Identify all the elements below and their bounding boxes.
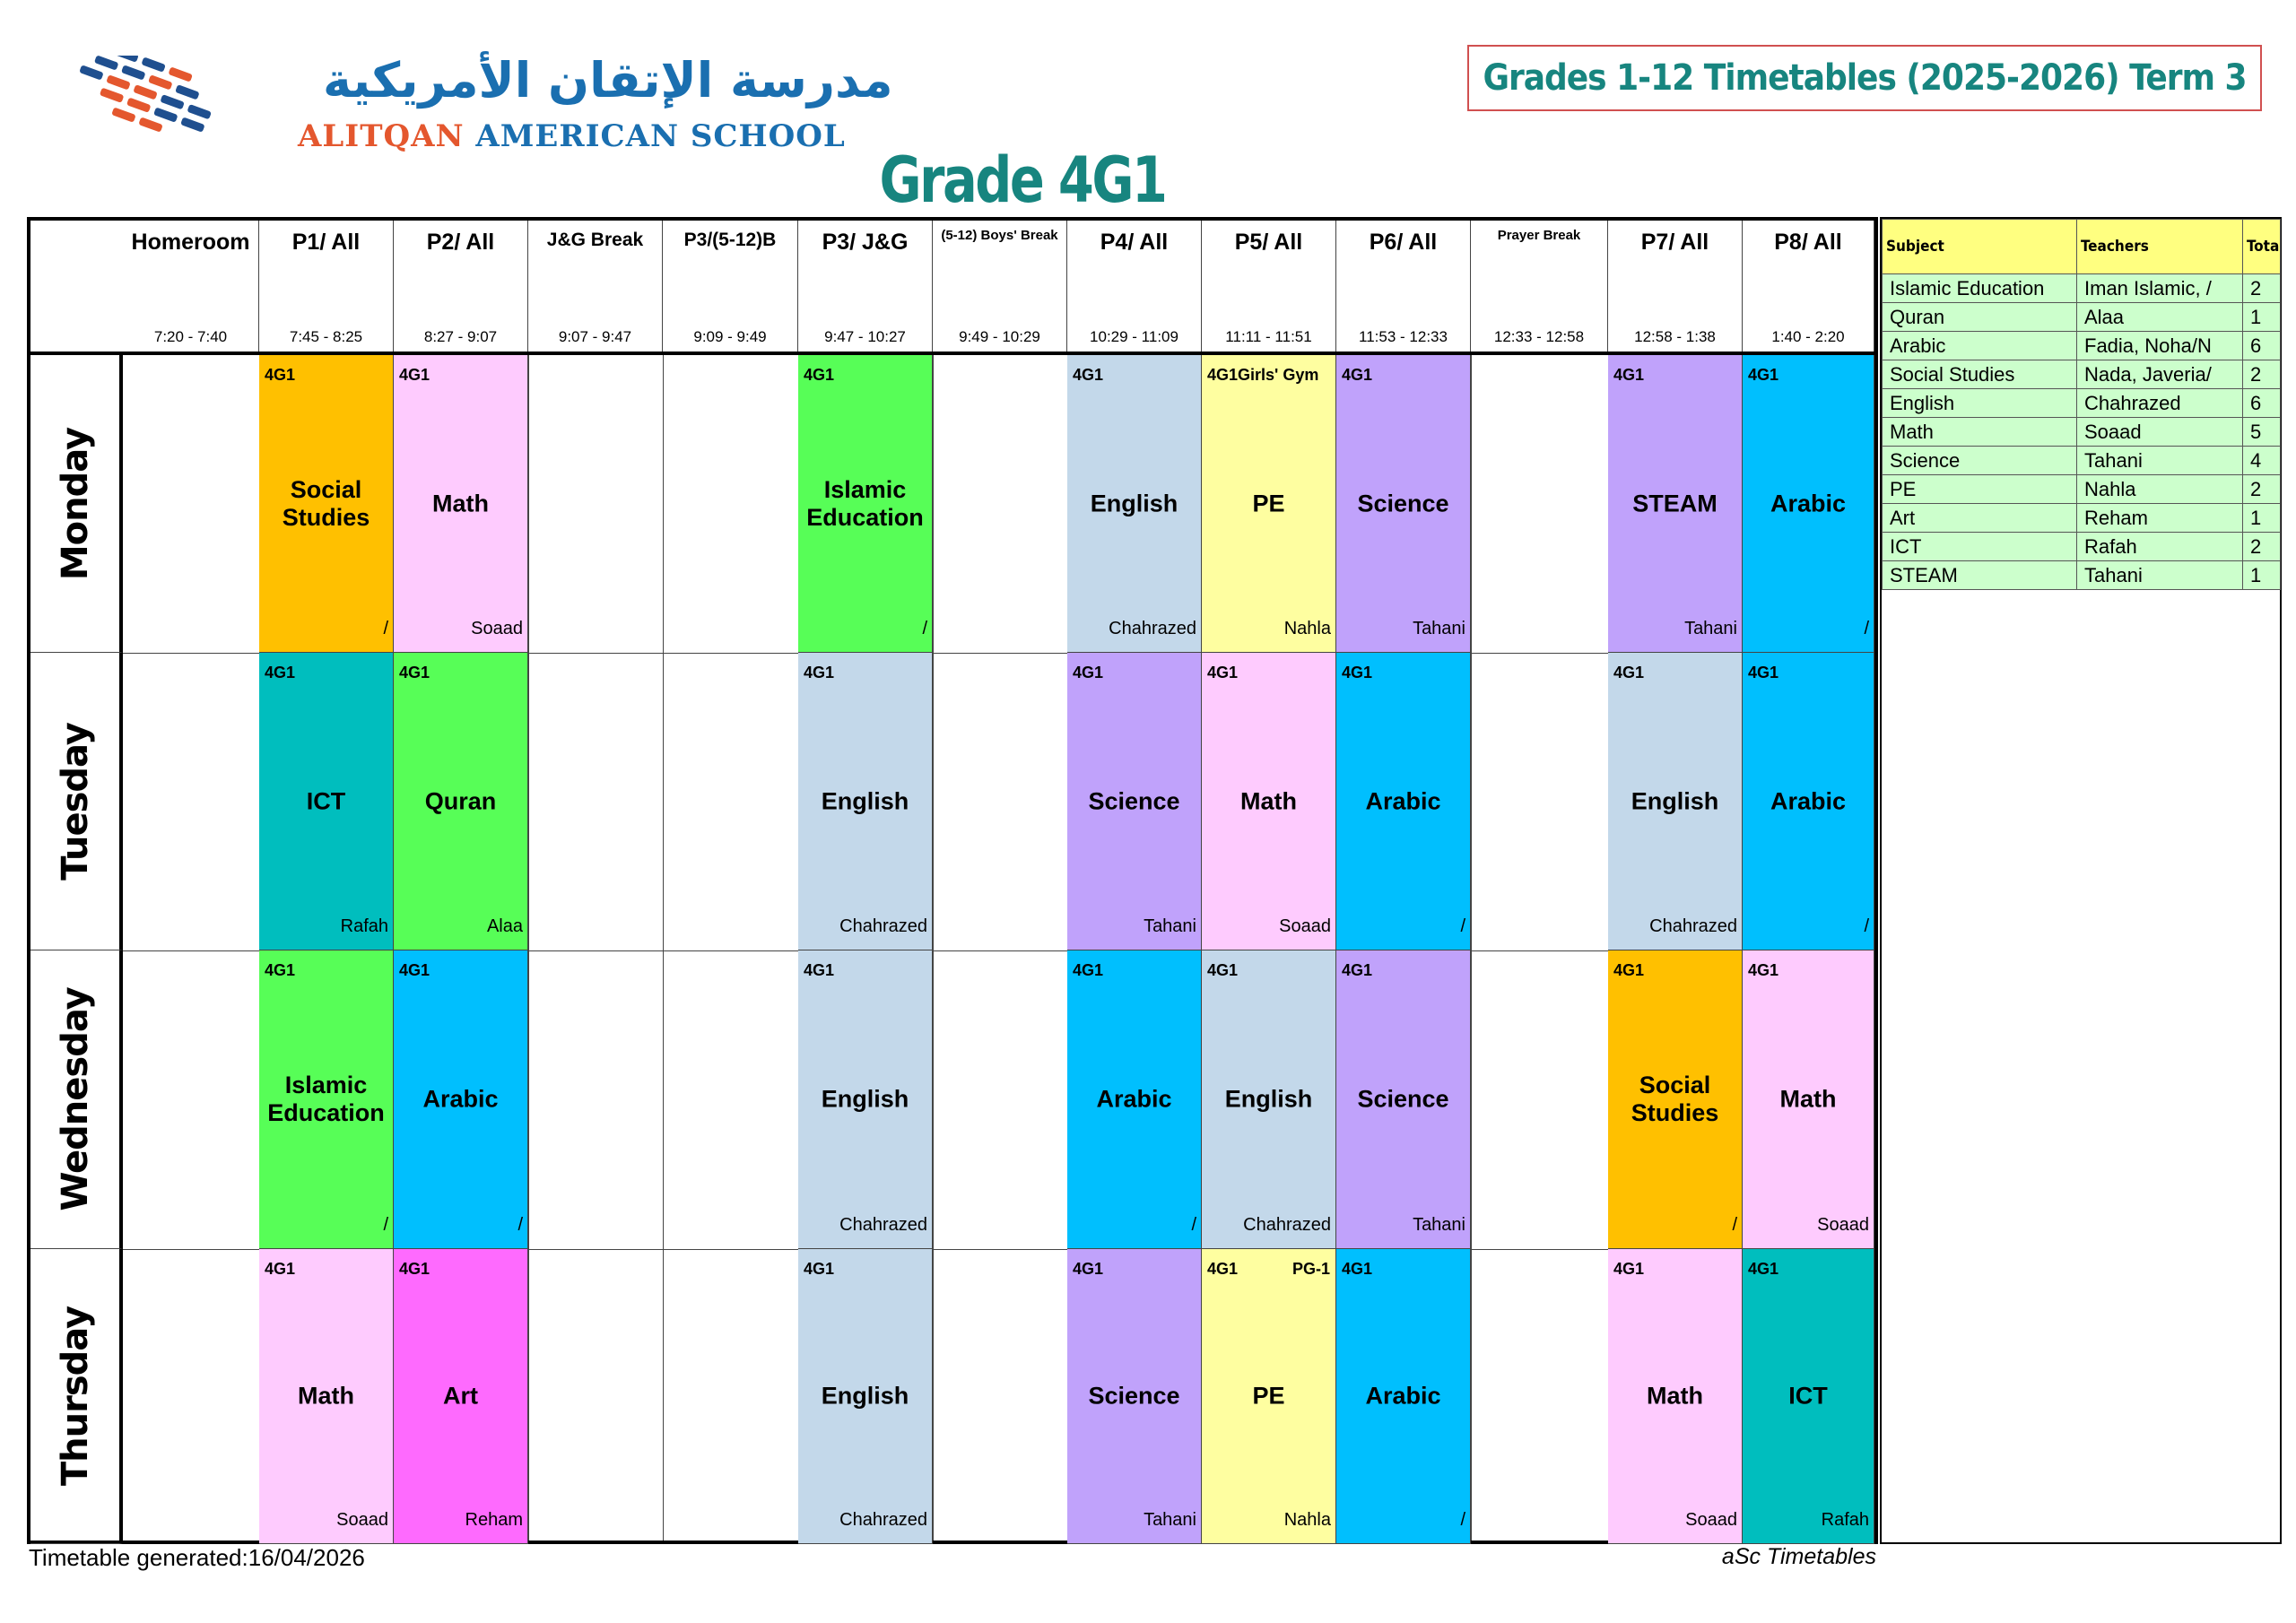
- school-name-arabic: مدرسة الإتقان الأمريكية: [323, 52, 893, 108]
- lesson-subject: Arabic: [1096, 1085, 1172, 1113]
- lesson-teacher: Rafah: [1821, 1510, 1869, 1530]
- lesson-teacher: Soaad: [1685, 1510, 1737, 1530]
- lesson-subject: STEAM: [1632, 490, 1718, 516]
- lesson-teacher: Chahrazed: [1649, 916, 1737, 936]
- period-time: 12:33 - 12:58: [1493, 328, 1585, 345]
- lesson-class: 4G1: [804, 664, 835, 681]
- period-time: 9:49 - 10:29: [959, 328, 1040, 345]
- lesson-cell[interactable]: [1608, 653, 1743, 950]
- summary-total: 2: [2243, 533, 2281, 561]
- lesson-teacher: Chahrazed: [839, 1215, 927, 1235]
- lesson-subject: Arabic: [1365, 1382, 1441, 1410]
- lesson-subject: Math: [432, 490, 489, 516]
- lesson-teacher: /: [1864, 916, 1869, 936]
- lesson-cell[interactable]: [1202, 355, 1336, 653]
- summary-teachers: Alaa: [2077, 303, 2243, 332]
- period-header: [1471, 221, 1608, 352]
- period-header: [1067, 221, 1202, 352]
- school-name-word: SCHOOL: [679, 118, 846, 154]
- period-label: Homeroom: [131, 230, 250, 255]
- lesson-cell[interactable]: [259, 950, 394, 1249]
- period-label: P3/(5-12)B: [683, 230, 777, 250]
- lesson-teacher: Chahrazed: [839, 916, 927, 936]
- day-name: Wednesday: [54, 987, 96, 1211]
- lesson-cell[interactable]: [1336, 1249, 1471, 1544]
- lesson-cell[interactable]: [1743, 950, 1874, 1249]
- summary-header-total: Tota: [2243, 220, 2281, 274]
- lesson-class: 4G1: [265, 366, 296, 384]
- lesson-subject: Math: [1779, 1085, 1837, 1113]
- lesson-cell[interactable]: [259, 355, 394, 653]
- period-label: P1/ All: [291, 230, 361, 255]
- period-label: P3/ J&G: [822, 230, 909, 255]
- lesson-teacher: Chahrazed: [839, 1510, 927, 1530]
- lesson-subject: English: [1090, 490, 1178, 516]
- timetable-generated-date: Timetable generated:16/04/2026: [29, 1544, 365, 1571]
- summary-subject: Arabic: [1883, 332, 2077, 360]
- lesson-cell[interactable]: [798, 355, 933, 653]
- lesson-subject: Science: [1357, 490, 1449, 516]
- lesson-teacher: /: [1460, 916, 1465, 936]
- period-header: [394, 221, 528, 352]
- lesson-teacher: Tahani: [1413, 619, 1465, 638]
- lesson-class: 4G1: [1748, 961, 1779, 979]
- lesson-cell[interactable]: [1743, 653, 1874, 950]
- lesson-subject: Science: [1088, 1382, 1180, 1410]
- period-time: 1:40 - 2:20: [1771, 328, 1845, 345]
- lesson-cell[interactable]: [1067, 653, 1202, 950]
- lesson-subject: Social Studies: [282, 475, 370, 531]
- lesson-cell[interactable]: [1608, 1249, 1743, 1544]
- software-credit: aSc Timetables: [1721, 1544, 1876, 1569]
- lesson-class: 4G1: [1073, 366, 1104, 384]
- lesson-subject: English: [1224, 1085, 1313, 1113]
- lesson-class: 4G1: [265, 961, 296, 979]
- lesson-subject: PE: [1252, 490, 1285, 516]
- summary-subject: Islamic Education: [1883, 274, 2077, 303]
- lesson-subject: English: [1631, 787, 1719, 814]
- lesson-teacher: Soaad: [1817, 1215, 1869, 1235]
- grid-column-line: [1471, 355, 1472, 1541]
- summary-row: [1883, 475, 2281, 504]
- summary-row: [1883, 389, 2281, 418]
- day-label-wednesday: [30, 950, 123, 1249]
- summary-row: [1883, 274, 2281, 303]
- period-header: [1608, 221, 1743, 352]
- lesson-cell[interactable]: [1202, 950, 1336, 1249]
- lesson-class: 4G1: [1613, 366, 1645, 384]
- lesson-teacher: /: [1732, 1215, 1737, 1235]
- lesson-cell[interactable]: [1743, 355, 1874, 653]
- summary-teachers: Nahla: [2077, 475, 2243, 504]
- lesson-teacher: Nahla: [1283, 1510, 1331, 1530]
- lesson-class: 4G1Girls' Gym: [1207, 366, 1319, 384]
- period-label: P6/ All: [1369, 230, 1438, 255]
- summary-subject: Social Studies: [1883, 360, 2077, 389]
- period-time: 10:29 - 11:09: [1090, 328, 1178, 345]
- lesson-cell[interactable]: [1336, 355, 1471, 653]
- school-name-word: ALITQAN: [298, 118, 465, 154]
- lesson-class: 4G1: [1613, 961, 1645, 979]
- lesson-teacher: Tahani: [1413, 1215, 1465, 1235]
- lesson-subject: ICT: [306, 787, 346, 814]
- lesson-cell[interactable]: [1608, 950, 1743, 1249]
- lesson-teacher: Alaa: [486, 916, 523, 936]
- lesson-teacher: /: [1864, 619, 1869, 638]
- summary-subject: English: [1883, 389, 2077, 418]
- lesson-teacher: Nahla: [1283, 619, 1331, 638]
- lesson-class: 4G1: [1073, 664, 1104, 681]
- lesson-subject: Islamic Education: [806, 475, 924, 531]
- summary-total: 1: [2243, 504, 2281, 533]
- summary-total: 6: [2243, 332, 2281, 360]
- lesson-cell[interactable]: [1336, 653, 1471, 950]
- lesson-cell[interactable]: [1067, 1249, 1202, 1544]
- lesson-cell[interactable]: [1336, 950, 1471, 1249]
- lesson-subject: English: [821, 1085, 909, 1113]
- lesson-class: 4G1: [1342, 664, 1373, 681]
- lesson-teacher: /: [922, 619, 927, 638]
- lesson-cell[interactable]: [394, 355, 528, 653]
- summary-subject: Art: [1883, 504, 2077, 533]
- lesson-cell[interactable]: [1743, 1249, 1874, 1544]
- summary-row: [1883, 504, 2281, 533]
- lesson-class: 4G1: [1207, 1260, 1239, 1278]
- lesson-class: 4G1: [1748, 366, 1779, 384]
- lesson-class: 4G1: [1613, 664, 1645, 681]
- grid-column-line: [933, 355, 934, 1541]
- day-name: Tuesday: [54, 722, 96, 881]
- lesson-cell[interactable]: [1067, 950, 1202, 1249]
- summary-total: 4: [2243, 447, 2281, 475]
- lesson-class: 4G1: [804, 366, 835, 384]
- lesson-teacher: Rafah: [340, 916, 388, 936]
- period-label: (5-12) Boys' Break: [941, 228, 1058, 243]
- summary-teachers: Soaad: [2077, 418, 2243, 447]
- lesson-class: 4G1: [1748, 1260, 1779, 1278]
- day-label-tuesday: [30, 653, 123, 950]
- summary-subject: Quran: [1883, 303, 2077, 332]
- period-time: 11:11 - 11:51: [1225, 328, 1312, 345]
- lesson-subject: ICT: [1788, 1382, 1828, 1410]
- grade-title: Grade 4G1: [879, 143, 1166, 217]
- lesson-subject: English: [821, 787, 909, 814]
- period-header: [1743, 221, 1874, 352]
- summary-row: [1883, 418, 2281, 447]
- lesson-class: 4G1: [1342, 1260, 1373, 1278]
- lesson-class: 4G1: [1342, 366, 1373, 384]
- summary-teachers: Rafah: [2077, 533, 2243, 561]
- summary-row: [1883, 561, 2281, 590]
- lesson-teacher: Tahani: [1144, 916, 1196, 936]
- period-time: 7:20 - 7:40: [153, 328, 228, 345]
- summary-row: [1883, 303, 2281, 332]
- lesson-class: 4G1: [1073, 961, 1104, 979]
- lesson-teacher: /: [1191, 1215, 1196, 1235]
- day-label-monday: [30, 355, 123, 653]
- lesson-subject: Math: [1240, 787, 1297, 814]
- period-label: P4/ All: [1100, 230, 1169, 255]
- lesson-subject: Quran: [424, 787, 497, 814]
- lesson-cell[interactable]: [1608, 355, 1743, 653]
- summary-subject: ICT: [1883, 533, 2077, 561]
- lesson-subject: Arabic: [1365, 787, 1441, 814]
- period-header: [663, 221, 798, 352]
- subject-summary-table: [1880, 217, 2282, 1544]
- lesson-class: 4G1: [1207, 961, 1239, 979]
- lesson-class: 4G1: [804, 961, 835, 979]
- period-label: P2/ All: [426, 230, 495, 255]
- lesson-subject: Islamic Education: [267, 1072, 385, 1126]
- lesson-teacher: Chahrazed: [1243, 1215, 1331, 1235]
- summary-total: 2: [2243, 274, 2281, 303]
- period-time: 12:58 - 1:38: [1634, 328, 1716, 345]
- period-label: P7/ All: [1640, 230, 1709, 255]
- period-header: [528, 221, 663, 352]
- summary-row: [1883, 360, 2281, 389]
- lesson-cell[interactable]: [259, 1249, 394, 1544]
- summary-teachers: Tahani: [2077, 561, 2243, 590]
- period-header: [1202, 221, 1336, 352]
- lesson-class: 4G1: [399, 366, 430, 384]
- lesson-subject: Art: [443, 1382, 478, 1410]
- summary-total: 5: [2243, 418, 2281, 447]
- summary-row: [1883, 533, 2281, 561]
- lesson-subject: Math: [298, 1382, 354, 1410]
- lesson-class: 4G1: [1613, 1260, 1645, 1278]
- lesson-cell[interactable]: [1202, 653, 1336, 950]
- period-label: P8/ All: [1774, 230, 1842, 255]
- period-header: [259, 221, 394, 352]
- lesson-cell[interactable]: [259, 653, 394, 950]
- period-time: 8:27 - 9:07: [423, 328, 498, 345]
- lesson-subject: Math: [1647, 1382, 1703, 1410]
- period-header: [933, 221, 1067, 352]
- summary-teachers: Reham: [2077, 504, 2243, 533]
- grid-column-line: [528, 355, 529, 1541]
- day-label-thursday: [30, 1249, 123, 1544]
- lesson-class: 4G1: [399, 1260, 430, 1278]
- period-time: 9:09 - 9:49: [693, 328, 767, 345]
- day-name: Thursday: [54, 1306, 96, 1487]
- summary-total: 6: [2243, 389, 2281, 418]
- lesson-subject: Arabic: [1770, 490, 1847, 516]
- summary-total: 1: [2243, 561, 2281, 590]
- lesson-subject: Social Studies: [1631, 1072, 1719, 1126]
- lesson-teacher: Soaad: [336, 1510, 388, 1530]
- lesson-room: PG-1: [1292, 1260, 1330, 1278]
- lesson-class: 4G1: [265, 1260, 296, 1278]
- period-label: Prayer Break: [1497, 228, 1581, 243]
- period-header: [798, 221, 933, 352]
- grid-column-line: [663, 355, 664, 1541]
- summary-total: 2: [2243, 360, 2281, 389]
- summary-total: 1: [2243, 303, 2281, 332]
- lesson-subject: Science: [1357, 1085, 1449, 1113]
- lesson-cell[interactable]: [394, 950, 528, 1249]
- summary-teachers: Chahrazed: [2077, 389, 2243, 418]
- period-label: P5/ All: [1234, 230, 1303, 255]
- summary-header-teachers: Teachers: [2077, 220, 2243, 274]
- lesson-cell[interactable]: [394, 653, 528, 950]
- lesson-class: 4G1: [265, 664, 296, 681]
- lesson-subject: PE: [1252, 1382, 1285, 1410]
- period-time: 9:47 - 10:27: [824, 328, 906, 345]
- school-name-word: AMERICAN: [464, 118, 680, 154]
- lesson-teacher: Tahani: [1144, 1510, 1196, 1530]
- summary-subject: STEAM: [1883, 561, 2077, 590]
- period-header: [123, 221, 259, 352]
- period-time: 9:07 - 9:47: [558, 328, 632, 345]
- lesson-teacher: Soaad: [471, 619, 523, 638]
- lesson-class: 4G1: [1748, 664, 1779, 681]
- lesson-class: 4G1: [399, 664, 430, 681]
- lesson-teacher: /: [383, 619, 388, 638]
- lesson-class: 4G1: [1342, 961, 1373, 979]
- lesson-teacher: Chahrazed: [1109, 619, 1196, 638]
- day-name: Monday: [54, 427, 96, 580]
- lesson-subject: Arabic: [422, 1085, 499, 1113]
- lesson-teacher: Soaad: [1279, 916, 1331, 936]
- lesson-cell[interactable]: [394, 1249, 528, 1544]
- lesson-cell[interactable]: [798, 1249, 933, 1544]
- period-time: 7:45 - 8:25: [289, 328, 363, 345]
- summary-teachers: Nada, Javeria/: [2077, 360, 2243, 389]
- lesson-class: 4G1: [1207, 664, 1239, 681]
- summary-row: [1883, 447, 2281, 475]
- lesson-cell[interactable]: [798, 653, 933, 950]
- period-header: [1336, 221, 1471, 352]
- lesson-subject: English: [821, 1382, 909, 1410]
- lesson-cell[interactable]: [1067, 355, 1202, 653]
- timetable-grid: [27, 217, 1878, 1544]
- lesson-teacher: /: [383, 1215, 388, 1235]
- lesson-cell[interactable]: [1202, 1249, 1336, 1544]
- period-time: 11:53 - 12:33: [1359, 328, 1448, 345]
- summary-header-subject: Subject: [1883, 220, 2077, 274]
- lesson-cell[interactable]: [798, 950, 933, 1249]
- period-label: J&G Break: [546, 230, 644, 250]
- lesson-teacher: Tahani: [1684, 619, 1737, 638]
- summary-total: 2: [2243, 475, 2281, 504]
- summary-subject: Math: [1883, 418, 2077, 447]
- summary-subject: PE: [1883, 475, 2077, 504]
- lesson-class: 4G1: [1073, 1260, 1104, 1278]
- lesson-teacher: /: [517, 1215, 523, 1235]
- summary-teachers: Iman Islamic, /: [2077, 274, 2243, 303]
- summary-teachers: Fadia, Noha/N: [2077, 332, 2243, 360]
- lesson-subject: Arabic: [1770, 787, 1847, 814]
- lesson-subject: Science: [1088, 787, 1180, 814]
- lesson-teacher: Reham: [465, 1510, 523, 1530]
- timetable-header-title: Grades 1-12 Timetables (2025-2026) Term 3: [1467, 45, 2262, 111]
- lesson-class: 4G1: [399, 961, 430, 979]
- lesson-teacher: /: [1460, 1510, 1465, 1530]
- summary-teachers: Tahani: [2077, 447, 2243, 475]
- summary-subject: Science: [1883, 447, 2077, 475]
- summary-row: [1883, 332, 2281, 360]
- lesson-class: 4G1: [804, 1260, 835, 1278]
